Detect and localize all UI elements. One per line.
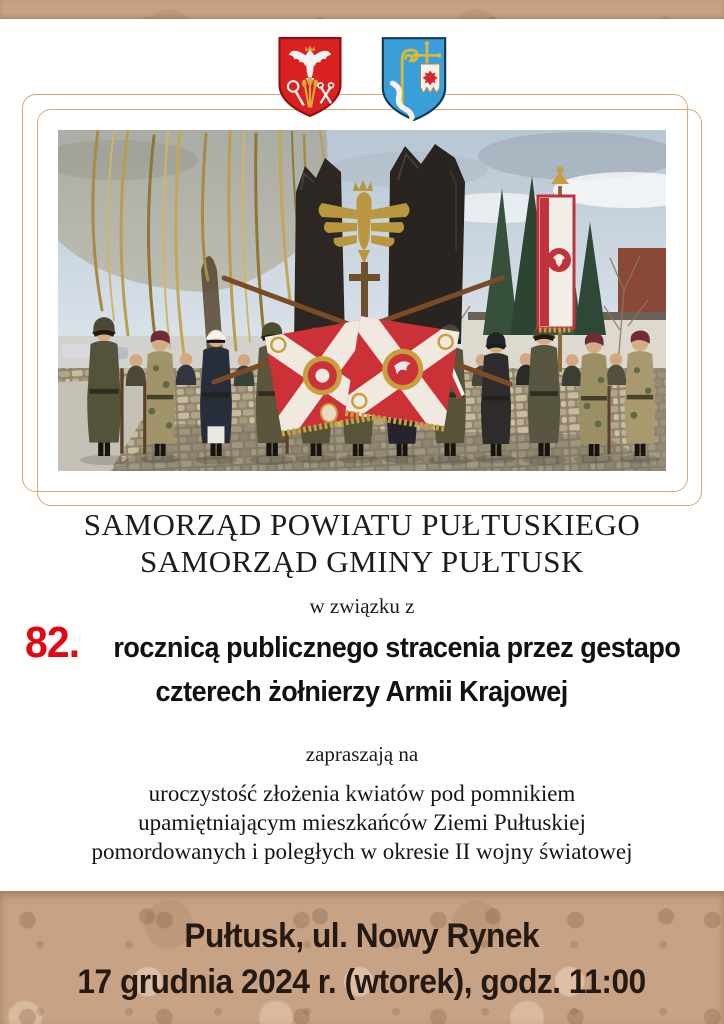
footer-location: Pułtusk, ul. Nowy Rynek xyxy=(184,916,540,955)
photo-scene xyxy=(58,130,666,471)
headline-line-2: czterech żołnierzy Armii Krajowej xyxy=(155,676,569,708)
powiat-pultuski-crest-icon xyxy=(275,36,345,118)
footer-band xyxy=(0,891,724,1024)
anniversary-headline xyxy=(0,618,724,709)
organizer-titles xyxy=(0,506,724,580)
anniversary-number: 82. xyxy=(24,618,79,667)
connector-text-1: w związku z xyxy=(309,594,415,618)
crest-row xyxy=(0,36,724,122)
banner-icon xyxy=(420,64,439,93)
organizer-line-1: SAMORZĄD POWIATU PUŁTUSKIEGO xyxy=(83,507,641,542)
headline-line-1: rocznicą publicznego stracenia przez gestapo xyxy=(113,632,681,664)
connector-text-2: zapraszają na xyxy=(305,742,419,766)
footer-datetime: 17 grudnia 2024 r. (wtorek), godz. 11:00 xyxy=(77,962,647,1001)
event-description xyxy=(0,779,724,866)
memorial-ceremony-photo xyxy=(58,130,666,471)
top-parchment-band xyxy=(0,0,724,19)
event-line-2: upamiętniającym mieszkańców Ziemi Pułtuskiej xyxy=(138,810,586,835)
event-line-1: uroczystość złożenia kwiatów pod pomnikiem xyxy=(148,781,576,806)
gmina-pultusk-crest-icon xyxy=(379,36,449,122)
event-line-3: pomordowanych i poległych w okresie II wojny światowej xyxy=(91,839,633,864)
organizer-line-2: SAMORZĄD GMINY PUŁTUSK xyxy=(140,544,584,579)
regimental-banner-right xyxy=(345,316,459,428)
